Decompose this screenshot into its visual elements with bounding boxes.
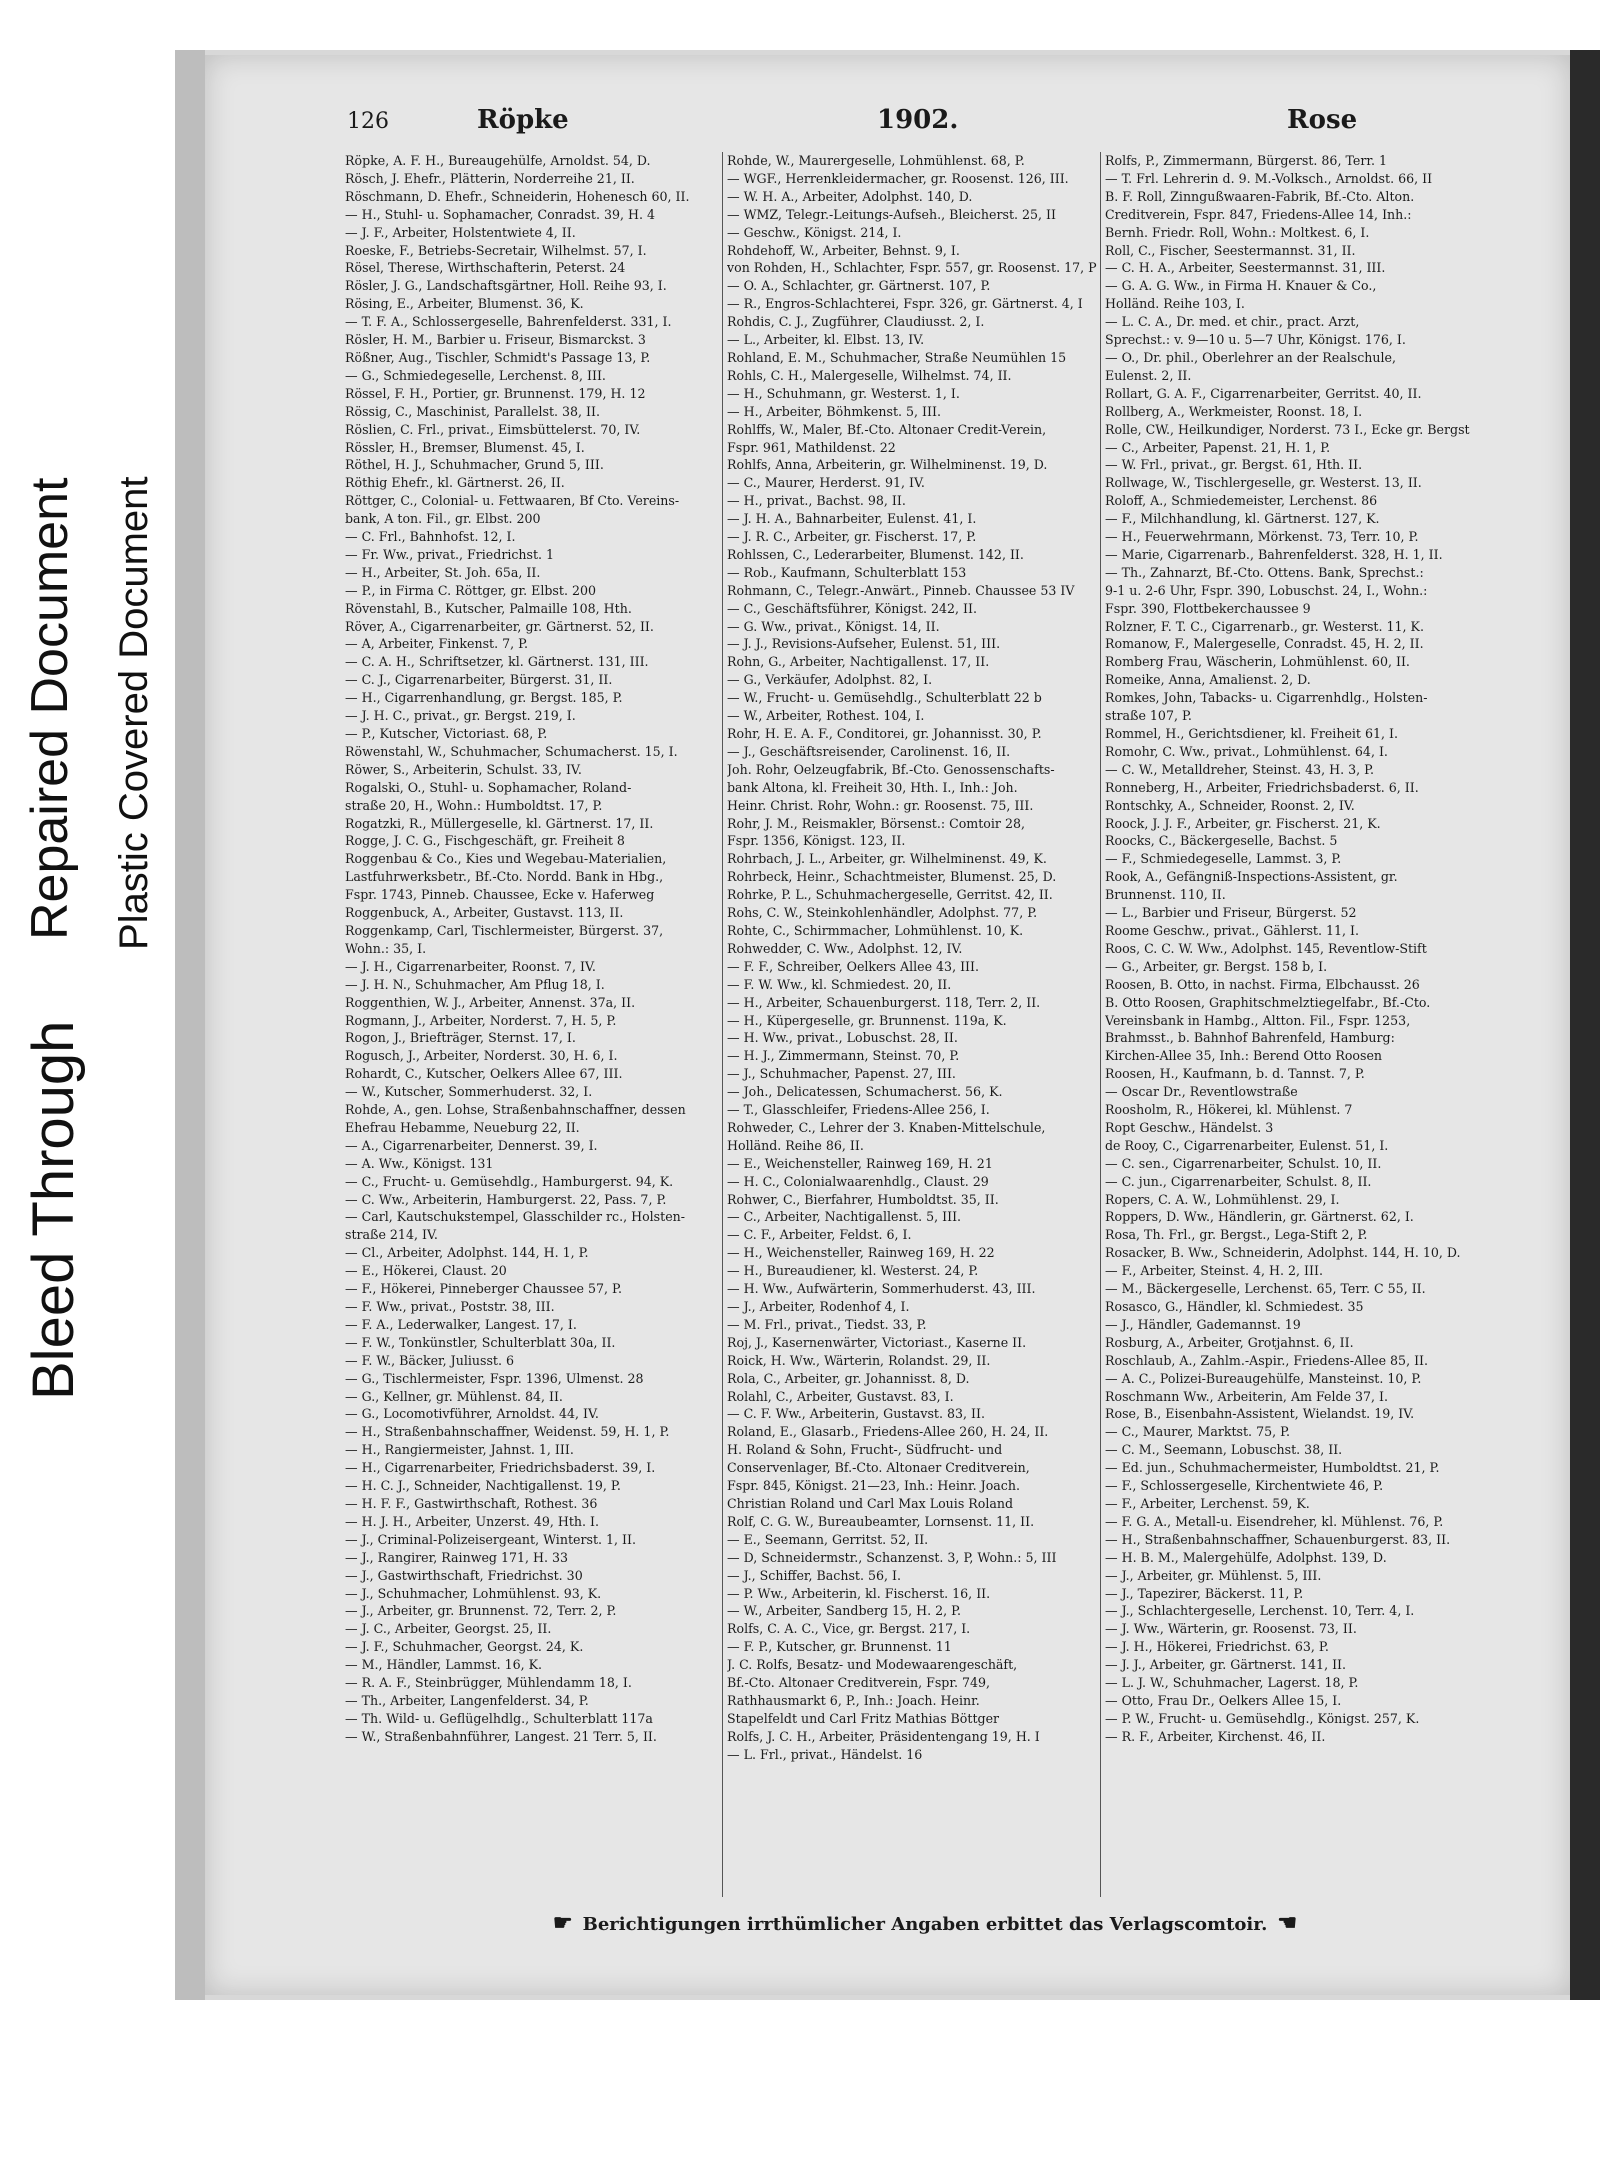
directory-entry: Lastfuhrwerksbetr., Bf.-Cto. Nordd. Bank in Hbg., <box>345 869 664 885</box>
directory-entry: — J. J., Revisions-Aufseher, Eulenst. 51, III. <box>727 636 1001 652</box>
directory-entry: — Geschw., Königst. 214, I. <box>727 224 902 240</box>
directory-entry: Rohs, C. W., Steinkohlenhändler, Adolphst. 77, P. <box>727 905 1038 921</box>
directory-entry: Roosen, B. Otto, in nachst. Firma, Elbchausst. 26 <box>1105 976 1420 992</box>
directory-entry: Röslien, C. Frl., privat., Eimsbüttelerst. 70, IV. <box>345 421 641 437</box>
directory-entry: Rövenstahl, B., Kutscher, Palmaille 108, Hth. <box>345 600 632 616</box>
directory-entry: Rogatzki, R., Müllergeselle, kl. Gärtnerst. 17, II. <box>345 815 654 831</box>
directory-entry: — H. C., Colonialwaarenhdlg., Claust. 29 <box>727 1173 989 1189</box>
directory-entry: Ehefrau Hebamme, Neueburg 22, II. <box>345 1119 580 1135</box>
directory-entry: Rolzner, F. T. C., Cigarrenarb., gr. Westerst. 11, K. <box>1105 618 1424 634</box>
directory-entry: — J., Schuhmacher, Papenst. 27, III. <box>727 1066 956 1082</box>
directory-entry: Rose, B., Eisenbahn-Assistent, Wielandst. 19, IV. <box>1105 1406 1415 1422</box>
directory-entry: Rohlfs, Anna, Arbeiterin, gr. Wilhelminenst. 19, D. <box>727 457 1048 473</box>
directory-entry: — F., Hökerei, Pinneberger Chaussee 57, P. <box>345 1281 622 1297</box>
directory-entry: — F., Schmiedegeselle, Lammst. 3, P. <box>1105 851 1342 867</box>
directory-entry: Sprechst.: v. 9—10 u. 5—7 Uhr, Königst. 176, I. <box>1105 332 1406 348</box>
directory-column-1 <box>345 152 720 1746</box>
directory-entry: — G., Tischlermeister, Fspr. 1396, Ulmenst. 28 <box>345 1370 644 1386</box>
directory-entry: Rathhausmarkt 6, P., Inh.: Joach. Heinr. <box>727 1692 980 1708</box>
directory-entry: — H., Arbeiter, Schauenburgerst. 118, Terr. 2, II. <box>727 994 1041 1010</box>
directory-entry: — P. W., Frucht- u. Gemüsehdlg., Königst. 257, K. <box>1105 1710 1420 1726</box>
directory-entry: Rolfs, C. A. C., Vice, gr. Bergst. 217, I. <box>727 1621 971 1637</box>
directory-entry: — H., Stuhl- u. Sophamacher, Conradst. 39, H. 4 <box>345 206 655 222</box>
directory-entry: — C., Maurer, Herderst. 91, IV. <box>727 475 925 491</box>
directory-entry: — J., Schiffer, Bachst. 56, I. <box>727 1567 902 1583</box>
directory-entry: — P., Kutscher, Victoriast. 68, P. <box>345 726 548 741</box>
directory-entry: Roland, E., Glasarb., Friedens-Allee 260, H. 24, II. <box>727 1424 1049 1440</box>
directory-entry: J. C. Rolfs, Besatz- und Modewaarengeschäft, <box>727 1657 1018 1673</box>
directory-entry: — J., Arbeiter, gr. Mühlenst. 5, III. <box>1105 1567 1322 1583</box>
directory-entry: Rohrbach, J. L., Arbeiter, gr. Wilhelminenst. 49, K. <box>727 851 1047 867</box>
directory-entry: — J. H., Hökerei, Friedrichst. 63, P. <box>1105 1639 1329 1655</box>
directory-entry: Rosburg, A., Arbeiter, Grotjahnst. 6, II. <box>1105 1334 1354 1350</box>
directory-entry: Rosa, Th. Frl., gr. Bergst., Lega-Stift 2, P. <box>1105 1227 1368 1243</box>
directory-entry: — H., Straßenbahnschaffner, Schauenburgerst. 83, II. <box>1105 1531 1451 1547</box>
directory-entry: — P., in Firma C. Röttger, gr. Elbst. 200 <box>345 582 596 598</box>
directory-entry: — C. W., Metalldreher, Steinst. 43, H. 3, P. <box>1105 761 1375 777</box>
directory-entry: Vereinsbank in Hambg., Altton. Fil., Fspr. 1253, <box>1105 1012 1411 1028</box>
directory-entry: Röthig Ehefr., kl. Gärtnerst. 26, II. <box>345 475 565 491</box>
header-year: 1902. <box>877 105 959 135</box>
directory-entry: Fspr. 1743, Pinneb. Chaussee, Ecke v. Haferweg <box>345 887 655 903</box>
directory-entry: Rolfs, P., Zimmermann, Bürgerst. 86, Terr. 1 <box>1105 153 1387 168</box>
directory-column-3 <box>1105 152 1490 1746</box>
directory-entry: — Oscar Dr., Reventlowstraße <box>1105 1084 1298 1100</box>
directory-entry: Eulenst. 2, II. <box>1105 367 1192 383</box>
directory-entry: — L., Arbeiter, kl. Elbst. 13, IV. <box>727 332 925 348</box>
directory-entry: — L., Barbier und Friseur, Bürgerst. 52 <box>1105 905 1357 921</box>
directory-entry: — T. F. A., Schlossergeselle, Bahrenfelderst. 331, I. <box>345 314 672 330</box>
directory-entry: Rösel, Therese, Wirthschafterin, Peterst. 24 <box>345 260 626 276</box>
directory-entry: Roosholm, R., Hökerei, kl. Mühlenst. 7 <box>1105 1102 1353 1118</box>
directory-entry: Roome Geschw., privat., Gählerst. 11, I. <box>1105 922 1360 938</box>
directory-entry: — J., Schlachtergeselle, Lerchenst. 10, Terr. 4, I. <box>1105 1603 1415 1619</box>
directory-entry: — W., Frucht- u. Gemüsehdlg., Schulterblatt 22 b <box>727 690 1042 706</box>
directory-entry: Rogon, J., Briefträger, Sternst. 17, I. <box>345 1030 576 1046</box>
directory-entry: Conservenlager, Bf.-Cto. Altonaer Creditverein, <box>727 1460 1030 1476</box>
directory-entry: — C. J., Cigarrenarbeiter, Bürgerst. 31, II. <box>345 672 613 688</box>
directory-entry: — C. H. A., Arbeiter, Seestermannst. 31, III. <box>1105 260 1386 276</box>
directory-entry: Bernh. Friedr. Roll, Wohn.: Moltkest. 6, I. <box>1105 224 1370 240</box>
directory-entry: — J., Händler, Gademannst. 19 <box>1105 1316 1301 1332</box>
directory-entry: Rogalski, O., Stuhl- u. Sophamacher, Roland- <box>345 779 632 795</box>
directory-entry: Roloff, A., Schmiedemeister, Lerchenst. 86 <box>1105 493 1378 509</box>
directory-entry: Romanow, F., Malergeselle, Conradst. 45, H. 2, II. <box>1105 636 1424 652</box>
directory-entry: — G. Ww., privat., Königst. 14, II. <box>727 618 940 634</box>
directory-entry: Fspr. 390, Flottbekerchaussee 9 <box>1105 600 1311 616</box>
directory-entry: Roock, J. J. F., Arbeiter, gr. Fischerst. 21, K. <box>1105 815 1381 831</box>
directory-entry: — Rob., Kaufmann, Schulterblatt 153 <box>727 564 967 580</box>
directory-entry: Rohlffs, W., Maler, Bf.-Cto. Altonaer Credit-Verein, <box>727 421 1047 437</box>
directory-entry: Roggenbuck, A., Arbeiter, Gustavst. 113, II. <box>345 905 624 921</box>
directory-entry: Roick, H. Ww., Wärterin, Rolandst. 29, II. <box>727 1352 991 1368</box>
directory-entry: Rösler, J. G., Landschaftsgärtner, Holl. Reihe 93, I. <box>345 278 667 294</box>
directory-entry: — J., Rangirer, Rainweg 171, H. 33 <box>345 1549 569 1565</box>
directory-entry: Rösing, E., Arbeiter, Blumenst. 36, K. <box>345 296 584 312</box>
directory-entry: Rollart, G. A. F., Cigarrenarbeiter, Gerritst. 40, II. <box>1105 385 1422 401</box>
directory-entry: — J. H. C., privat., gr. Bergst. 219, I. <box>345 708 576 724</box>
directory-entry: Rohdis, C. J., Zugführer, Claudiusst. 2, I. <box>727 314 985 330</box>
directory-entry: — M. Frl., privat., Tiedst. 33, P. <box>727 1316 927 1332</box>
directory-entry: — J., Arbeiter, Rodenhof 4, I. <box>727 1299 910 1314</box>
directory-entry: Röpke, A. F. H., Bureaugehülfe, Arnoldst. 54, D. <box>345 153 651 168</box>
directory-entry: — Th. Wild- u. Geflügelhdlg., Schulterblatt 117a <box>345 1710 653 1726</box>
directory-entry: — J., Criminal-Polizeisergeant, Winterst. 1, II. <box>345 1531 636 1547</box>
directory-entry: — H. J., Zimmermann, Steinst. 70, P. <box>727 1048 960 1064</box>
directory-entry: — F., Arbeiter, Lerchenst. 59, K. <box>1105 1495 1310 1511</box>
directory-entry: — J., Tapezirer, Bäckerst. 11, P. <box>1105 1585 1304 1601</box>
header-right-word: Rose <box>1287 105 1358 135</box>
directory-entry: — J., Gastwirthschaft, Friedrichst. 30 <box>345 1567 583 1583</box>
directory-entry: — E., Seemann, Gerritst. 52, II. <box>727 1531 929 1547</box>
directory-entry: — C. A. H., Schriftsetzer, kl. Gärtnerst. 131, III. <box>345 654 649 670</box>
directory-entry: — H., Weichensteller, Rainweg 169, H. 22 <box>727 1245 995 1261</box>
directory-entry: — F., Milchhandlung, kl. Gärtnerst. 127, K. <box>1105 511 1380 527</box>
directory-entry: Rohweder, C., Lehrer der 3. Knaben-Mittelschule, <box>727 1119 1046 1135</box>
directory-entry: straße 214, IV. <box>345 1227 438 1243</box>
directory-entry: — T., Glasschleifer, Friedens-Allee 256, I. <box>727 1102 990 1118</box>
directory-entry: Rohte, C., Schirmmacher, Lohmühlenst. 10, K. <box>727 922 1024 938</box>
directory-entry: — C. M., Seemann, Lobuschst. 38, II. <box>1105 1442 1343 1458</box>
directory-entry: — C., Geschäftsführer, Königst. 242, II. <box>727 600 978 616</box>
directory-entry: — E., Hökerei, Claust. 20 <box>345 1263 507 1279</box>
directory-entry: Rohn, G., Arbeiter, Nachtigallenst. 17, II. <box>727 654 990 670</box>
page-header <box>205 105 1570 155</box>
directory-entry: — G., Schmiedegeselle, Lerchenst. 8, III. <box>345 367 606 383</box>
directory-entry: Rohland, E. M., Schuhmacher, Straße Neumühlen 15 <box>727 349 1067 365</box>
directory-entry: Röver, A., Cigarrenarbeiter, gr. Gärtnerst. 52, II. <box>345 618 654 634</box>
directory-entry: — W., Arbeiter, Rothest. 104, I. <box>727 708 925 724</box>
pointing-hand-icon: ☛ <box>552 1910 573 1936</box>
directory-entry: Rohrbeck, Heinr., Schachtmeister, Blumenst. 25, D. <box>727 869 1057 885</box>
directory-entry: — F. W., Tonkünstler, Schulterblatt 30a, II. <box>345 1334 616 1350</box>
directory-entry: — M., Bäckergeselle, Lerchenst. 65, Terr. C 55, II. <box>1105 1281 1426 1297</box>
directory-entry: — Ed. jun., Schuhmachermeister, Humboldtst. 21, P. <box>1105 1460 1440 1476</box>
directory-entry: — G., Locomotivführer, Arnoldst. 44, IV. <box>345 1406 599 1422</box>
directory-entry: — O. A., Schlachter, gr. Gärtnerst. 107, P. <box>727 278 991 294</box>
directory-entry: — L. Frl., privat., Händelst. 16 <box>727 1746 923 1762</box>
directory-entry: Fspr. 961, Mathildenst. 22 <box>727 439 896 455</box>
directory-entry: Rösler, H. M., Barbier u. Friseur, Bismarckst. 3 <box>345 332 646 348</box>
directory-entry: — H., Arbeiter, Böhmkenst. 5, III. <box>727 403 941 419</box>
directory-entry: Rohardt, C., Kutscher, Oelkers Allee 67, III. <box>345 1066 623 1082</box>
directory-entry: Roggenbau & Co., Kies und Wegebau-Materialien, <box>345 851 667 867</box>
directory-entry: Rolfs, J. C. H., Arbeiter, Präsidentengang 19, H. I <box>727 1728 1040 1744</box>
directory-entry: Rössig, C., Maschinist, Parallelst. 38, II. <box>345 403 601 419</box>
directory-entry: Rolahl, C., Arbeiter, Gustavst. 83, I. <box>727 1388 954 1404</box>
directory-entry: Romkes, John, Tabacks- u. Cigarrenhdlg., Holsten- <box>1105 690 1428 706</box>
footer-text: Berichtigungen irrthümlicher Angaben erbittet das Verlagscomtoir. <box>582 1914 1268 1935</box>
directory-entry: — A. C., Polizei-Bureaugehülfe, Mansteinst. 10, P. <box>1105 1370 1422 1386</box>
directory-entry: — F. F., Schreiber, Oelkers Allee 43, III. <box>727 958 980 974</box>
directory-entry: Rohrke, P. L., Schuhmachergeselle, Gerritst. 42, II. <box>727 887 1053 903</box>
directory-entry: Ropers, C. A. W., Lohmühlenst. 29, I. <box>1105 1191 1340 1207</box>
directory-entry: Rommel, H., Gerichtsdiener, kl. Freiheit 61, I. <box>1105 726 1398 741</box>
directory-entry: — C., Frucht- u. Gemüsehdlg., Hamburgerst. 94, K. <box>345 1173 674 1189</box>
directory-entry: bank Altona, kl. Freiheit 30, Hth. I., Inh.: Joh. <box>727 779 1018 795</box>
directory-entry: — L. C. A., Dr. med. et chir., pract. Arzt, <box>1105 314 1360 330</box>
directory-entry: — W., Kutscher, Sommerhuderst. 32, I. <box>345 1084 593 1100</box>
directory-entry: — WGF., Herrenkleidermacher, gr. Roosenst. 126, III. <box>727 170 1069 186</box>
directory-entry: Roggenkamp, Carl, Tischlermeister, Bürgerst. 37, <box>345 922 664 938</box>
directory-entry: — P. Ww., Arbeiterin, kl. Fischerst. 16, II. <box>727 1585 991 1601</box>
directory-entry: Brahmsst., b. Bahnhof Bahrenfeld, Hamburg: <box>1105 1030 1395 1046</box>
directory-entry: Roj, J., Kasernenwärter, Victoriast., Kaserne II. <box>727 1334 1027 1350</box>
directory-entry: Romberg Frau, Wäscherin, Lohmühlenst. 60, II. <box>1105 654 1410 670</box>
directory-entry: — Cl., Arbeiter, Adolphst. 144, H. 1, P. <box>345 1245 589 1261</box>
directory-entry: Rohwedder, C. Ww., Adolphst. 12, IV. <box>727 940 963 956</box>
directory-entry: — Joh., Delicatessen, Schumacherst. 56, K. <box>727 1084 1003 1100</box>
bleed-through-label: Bleed Through <box>21 1020 86 1400</box>
directory-entry: Brunnenst. 110, II. <box>1105 887 1226 903</box>
directory-entry: Christian Roland und Carl Max Louis Roland <box>727 1495 1014 1511</box>
directory-entry: Wohn.: 35, I. <box>345 940 427 956</box>
directory-entry: — F., Arbeiter, Steinst. 4, H. 2, III. <box>1105 1263 1323 1279</box>
directory-entry: — C., Arbeiter, Nachtigallenst. 5, III. <box>727 1209 962 1225</box>
directory-entry: Röschmann, D. Ehefr., Schneiderin, Hohenesch 60, II. <box>345 188 690 204</box>
directory-entry: — F. Ww., privat., Poststr. 38, III. <box>345 1299 555 1314</box>
directory-entry: — C. Ww., Arbeiterin, Hamburgerst. 22, Pass. 7, P. <box>345 1191 667 1207</box>
directory-entry: straße 107, P. <box>1105 708 1192 724</box>
directory-entry: von Rohden, H., Schlachter, Fspr. 557, gr. Roosenst. 17, P <box>727 260 1097 276</box>
directory-entry: — R. F., Arbeiter, Kirchenst. 46, II. <box>1105 1728 1326 1744</box>
directory-entry: Rogge, J. C. G., Fischgeschäft, gr. Freiheit 8 <box>345 833 625 849</box>
directory-entry: — H. C. J., Schneider, Nachtigallenst. 19, P. <box>345 1478 621 1494</box>
directory-entry: — F. P., Kutscher, gr. Brunnenst. 11 <box>727 1639 952 1655</box>
directory-entry: Rolf, C. G. W., Bureaubeamter, Lornsenst. 11, II. <box>727 1513 1035 1529</box>
directory-entry: — H., Straßenbahnschaffner, Weidenst. 59, H. 1, P. <box>345 1424 670 1440</box>
directory-entry: — A., Cigarrenarbeiter, Dennerst. 39, I. <box>345 1137 598 1153</box>
directory-entry: Rohde, W., Maurergeselle, Lohmühlenst. 68, P. <box>727 153 1025 168</box>
directory-entry: Roos, C. C. W. Ww., Adolphst. 145, Reventlow-Stift <box>1105 940 1427 956</box>
directory-entry: Rollberg, A., Werkmeister, Roonst. 18, I. <box>1105 403 1363 419</box>
directory-entry: Holländ. Reihe 103, I. <box>1105 296 1245 312</box>
directory-entry: — C. F. Ww., Arbeiterin, Gustavst. 83, II. <box>727 1406 985 1422</box>
directory-entry: Romeike, Anna, Amalienst. 2, D. <box>1105 672 1311 688</box>
directory-entry: Roeske, F., Betriebs-Secretair, Wilhelmst. 57, I. <box>345 242 647 258</box>
directory-entry: — H., Arbeiter, St. Joh. 65a, II. <box>345 564 541 580</box>
directory-entry: Rössler, H., Bremser, Blumenst. 45, I. <box>345 439 585 455</box>
directory-entry: — W. Frl., privat., gr. Bergst. 61, Hth. II. <box>1105 457 1363 473</box>
directory-entry: Romohr, C. Ww., privat., Lohmühlenst. 64, I. <box>1105 743 1388 759</box>
directory-entry: straße 20, H., Wohn.: Humboldtst. 17, P. <box>345 797 603 813</box>
directory-entry: Rohr, H. E. A. F., Conditorei, gr. Johannisst. 30, P. <box>727 726 1042 741</box>
directory-entry: Rößner, Aug., Tischler, Schmidt's Passage 13, P. <box>345 349 651 365</box>
directory-entry: — H., privat., Bachst. 98, II. <box>727 493 906 509</box>
directory-entry: — Th., Arbeiter, Langenfelderst. 34, P. <box>345 1692 589 1708</box>
directory-entry: — L. J. W., Schuhmacher, Lagerst. 18, P. <box>1105 1675 1359 1691</box>
directory-entry: — D, Schneidermstr., Schanzenst. 3, P, Wohn.: 5, III <box>727 1549 1057 1565</box>
directory-entry: — H. B. M., Malergehülfe, Adolphst. 139, D. <box>1105 1549 1387 1565</box>
directory-entry: — Otto, Frau Dr., Oelkers Allee 15, I. <box>1105 1692 1342 1708</box>
directory-entry: — G., Verkäufer, Adolphst. 82, I. <box>727 672 933 688</box>
directory-entry: — J. F., Arbeiter, Holstentwiete 4, II. <box>345 224 576 240</box>
directory-entry: — H. J. H., Arbeiter, Unzerst. 49, Hth. I. <box>345 1513 600 1529</box>
directory-entry: Röttger, C., Colonial- u. Fettwaaren, Bf Cto. Vereins- <box>345 493 680 509</box>
directory-entry: — Carl, Kautschukstempel, Glasschilder rc., Holsten- <box>345 1209 686 1225</box>
directory-entry: — C., Arbeiter, Papenst. 21, H. 1, P. <box>1105 439 1331 455</box>
scan-right-edge <box>1570 50 1600 2000</box>
directory-entry: — J., Geschäftsreisender, Carolinenst. 16, II. <box>727 743 1011 759</box>
directory-entry: — H., Rangiermeister, Jahnst. 1, III. <box>345 1442 574 1458</box>
directory-entry: Joh. Rohr, Oelzeugfabrik, Bf.-Cto. Genossenschafts- <box>727 761 1055 777</box>
directory-entry: — J. J., Arbeiter, gr. Gärtnerst. 141, II. <box>1105 1657 1347 1673</box>
pointing-hand-icon: ☚ <box>1277 1910 1298 1936</box>
directory-entry: Ronneberg, H., Arbeiter, Friedrichsbaderst. 6, II. <box>1105 779 1419 795</box>
directory-entry: Roocks, C., Bäckergeselle, Bachst. 5 <box>1105 833 1338 849</box>
directory-entry: — J., Schuhmacher, Lohmühlenst. 93, K. <box>345 1585 602 1601</box>
directory-entry: bank, A ton. Fil., gr. Elbst. 200 <box>345 511 541 527</box>
directory-entry: — F., Schlossergeselle, Kirchentwiete 46, P. <box>1105 1478 1384 1494</box>
directory-entry: Rosacker, B. Ww., Schneiderin, Adolphst. 144, H. 10, D. <box>1105 1245 1461 1261</box>
directory-entry: — Fr. Ww., privat., Friedrichst. 1 <box>345 546 555 562</box>
directory-entry: — W., Straßenbahnführer, Langest. 21 Terr. 5, II. <box>345 1728 657 1744</box>
directory-entry: Creditverein, Fspr. 847, Friedens-Allee 14, Inh.: <box>1105 206 1412 222</box>
directory-entry: — WMZ, Telegr.-Leitungs-Aufseh., Bleicherst. 25, II <box>727 206 1057 222</box>
directory-entry: — H., Schuhmann, gr. Westerst. 1, I. <box>727 385 960 401</box>
directory-entry: Roschlaub, A., Zahlm.-Aspir., Friedens-Allee 85, II. <box>1105 1352 1429 1368</box>
repaired-document-label: Repaired Document <box>21 477 79 940</box>
directory-entry: — C. Frl., Bahnhofst. 12, I. <box>345 529 516 545</box>
directory-entry: — Marie, Cigarrenarb., Bahrenfelderst. 328, H. 1, II. <box>1105 546 1443 562</box>
directory-entry: Rollwage, W., Tischlergeselle, gr. Westerst. 13, II. <box>1105 475 1422 491</box>
directory-entry: Heinr. Christ. Rohr, Wohn.: gr. Roosenst. 75, III. <box>727 797 1034 813</box>
directory-entry: — H., Bureaudiener, kl. Westerst. 24, P. <box>727 1263 979 1279</box>
directory-entry: Fspr. 1356, Königst. 123, II. <box>727 833 906 849</box>
directory-entry: — A, Arbeiter, Finkenst. 7, P. <box>345 636 529 652</box>
directory-entry: Bf.-Cto. Altonaer Creditverein, Fspr. 749, <box>727 1675 991 1691</box>
directory-entry: Röthel, H. J., Schuhmacher, Grund 5, III. <box>345 457 604 473</box>
column-divider <box>1100 152 1101 1897</box>
directory-entry: — J. H. A., Bahnarbeiter, Eulenst. 41, I. <box>727 511 977 527</box>
directory-entry: Rohde, A., gen. Lohse, Straßenbahnschaffner, dessen <box>345 1102 686 1118</box>
directory-entry: — R., Engros-Schlachterei, Fspr. 326, gr. Gärtnerst. 4, I <box>727 296 1083 312</box>
directory-entry: — F. W., Bäcker, Juliusst. 6 <box>345 1352 515 1368</box>
directory-entry: Rola, C., Arbeiter, gr. Johannisst. 8, D. <box>727 1370 970 1386</box>
directory-entry: — C. sen., Cigarrenarbeiter, Schulst. 10, II. <box>1105 1155 1382 1171</box>
directory-entry: Rontschky, A., Schneider, Roonst. 2, IV. <box>1105 797 1355 813</box>
directory-entry: — W., Arbeiter, Sandberg 15, H. 2, P. <box>727 1603 962 1619</box>
directory-entry: Rohwer, C., Bierfahrer, Humboldtst. 35, II. <box>727 1191 999 1207</box>
directory-entry: — M., Händler, Lammst. 16, K. <box>345 1657 543 1673</box>
directory-entry: — J. H., Cigarrenarbeiter, Roonst. 7, IV. <box>345 958 596 974</box>
directory-entry: Kirchen-Allee 35, Inh.: Berend Otto Roosen <box>1105 1048 1383 1064</box>
directory-entry: Röwer, S., Arbeiterin, Schulst. 33, IV. <box>345 761 582 777</box>
directory-entry: — J. R. C., Arbeiter, gr. Fischerst. 17, P. <box>727 529 977 545</box>
directory-entry: Röwenstahl, W., Schuhmacher, Schumacherst. 15, I. <box>345 743 678 759</box>
directory-entry: Roppers, D. Ww., Händlerin, gr. Gärtnerst. 62, I. <box>1105 1209 1414 1225</box>
directory-entry: — H., Feuerwehrmann, Mörkenst. 73, Terr. 10, P. <box>1105 529 1419 545</box>
directory-entry: Rogmann, J., Arbeiter, Norderst. 7, H. 5, P. <box>345 1012 617 1028</box>
directory-entry: Rook, A., Gefängniß-Inspections-Assistent, gr. <box>1105 869 1398 885</box>
label-panel <box>0 0 175 2177</box>
directory-entry: Rogusch, J., Arbeiter, Norderst. 30, H. 6, I. <box>345 1048 618 1064</box>
directory-entry: — J. H. N., Schuhmacher, Am Pflug 18, I. <box>345 976 605 992</box>
directory-entry: — H. Ww., Aufwärterin, Sommerhuderst. 43, III. <box>727 1281 1036 1297</box>
directory-entry: — A. Ww., Königst. 131 <box>345 1155 494 1171</box>
directory-entry: — H., Küpergeselle, gr. Brunnenst. 119a, K. <box>727 1012 1007 1028</box>
directory-entry: Rohls, C. H., Malergeselle, Wilhelmst. 74, II. <box>727 367 1012 383</box>
directory-entry: Rosasco, G., Händler, kl. Schmiedest. 35 <box>1105 1299 1364 1314</box>
directory-entry: — Th., Zahnarzt, Bf.-Cto. Ottens. Bank, Sprechst.: <box>1105 564 1424 580</box>
directory-entry: — J., Arbeiter, gr. Brunnenst. 72, Terr. 2, P. <box>345 1603 617 1619</box>
directory-entry: — G., Kellner, gr. Mühlenst. 84, II. <box>345 1388 563 1404</box>
directory-entry: — O., Dr. phil., Oberlehrer an der Realschule, <box>1105 349 1396 365</box>
directory-entry: Stapelfeldt und Carl Fritz Mathias Böttger <box>727 1710 1000 1726</box>
directory-entry: de Rooy, C., Cigarrenarbeiter, Eulenst. 51, I. <box>1105 1137 1389 1153</box>
directory-entry: — F. W. Ww., kl. Schmiedest. 20, II. <box>727 976 952 992</box>
directory-entry: Rohr, J. M., Reismakler, Börsenst.: Comtoir 28, <box>727 815 1025 831</box>
directory-entry: — E., Weichensteller, Rainweg 169, H. 21 <box>727 1155 993 1171</box>
directory-entry: Rohlssen, C., Lederarbeiter, Blumenst. 142, II. <box>727 546 1024 562</box>
directory-entry: Holländ. Reihe 86, II. <box>727 1137 864 1153</box>
directory-entry: — J. C., Arbeiter, Georgst. 25, II. <box>345 1621 552 1637</box>
directory-entry: Rolle, CW., Heilkundiger, Norderst. 73 I., Ecke gr. Bergst <box>1105 421 1470 437</box>
directory-entry: — T. Frl. Lehrerin d. 9. M.-Volksch., Arnoldst. 66, II <box>1105 170 1433 186</box>
directory-entry: Fspr. 845, Königst. 21—23, Inh.: Heinr. Joach. <box>727 1478 1020 1494</box>
directory-entry: — H., Cigarrenhandlung, gr. Bergst. 185, P. <box>345 690 623 706</box>
page-number: 126 <box>347 109 389 134</box>
directory-entry: Roll, C., Fischer, Seestermannst. 31, II. <box>1105 242 1356 258</box>
directory-entry: — J. F., Schuhmacher, Georgst. 24, K. <box>345 1639 584 1655</box>
directory-entry: B. F. Roll, Zinngußwaaren-Fabrik, Bf.-Cto. Alton. <box>1105 188 1415 204</box>
directory-entry: — C. jun., Cigarrenarbeiter, Schulst. 8, II. <box>1105 1173 1372 1189</box>
directory-entry: — F. A., Lederwalker, Langest. 17, I. <box>345 1316 577 1332</box>
directory-entry: — W. H. A., Arbeiter, Adolphst. 140, D. <box>727 188 973 204</box>
directory-entry: — R. A. F., Steinbrügger, Mühlendamm 18, I. <box>345 1675 632 1691</box>
directory-entry: Rössel, F. H., Portier, gr. Brunnenst. 179, H. 12 <box>345 385 646 401</box>
directory-entry: H. Roland & Sohn, Frucht-, Südfrucht- und <box>727 1442 1003 1458</box>
directory-entry: — G., Arbeiter, gr. Bergst. 158 b, I. <box>1105 958 1328 974</box>
directory-entry: Rohmann, C., Telegr.-Anwärt., Pinneb. Chaussee 53 IV <box>727 582 1075 598</box>
header-left-word: Röpke <box>477 105 569 135</box>
directory-entry: Ropt Geschw., Händelst. 3 <box>1105 1119 1274 1135</box>
scan-left-edge <box>175 50 205 2000</box>
directory-entry: 9-1 u. 2-6 Uhr, Fspr. 390, Lobuschst. 24, I., Wohn.: <box>1105 582 1428 598</box>
directory-entry: — J. Ww., Wärterin, gr. Roosenst. 73, II. <box>1105 1621 1357 1637</box>
directory-column-2 <box>727 152 1097 1764</box>
plastic-covered-label: Plastic Covered Document <box>112 476 156 950</box>
directory-entry: — C. F., Arbeiter, Feldst. 6, I. <box>727 1227 912 1243</box>
directory-entry: Roggenthien, W. J., Arbeiter, Annenst. 37a, II. <box>345 994 636 1010</box>
directory-entry: Roosen, H., Kaufmann, b. d. Tannst. 7, P. <box>1105 1066 1365 1082</box>
directory-entry: — H., Cigarrenarbeiter, Friedrichsbaderst. 39, I. <box>345 1460 656 1476</box>
directory-entry: B. Otto Roosen, Graphitschmelztiegelfabr., Bf.-Cto. <box>1105 994 1431 1010</box>
directory-entry: Rohdehoff, W., Arbeiter, Behnst. 9, I. <box>727 242 960 258</box>
directory-entry: — H. Ww., privat., Lobuschst. 28, II. <box>727 1030 958 1046</box>
directory-entry: — H. F. F., Gastwirthschaft, Rothest. 36 <box>345 1495 598 1511</box>
document-page <box>205 55 1570 1995</box>
directory-entry: — F. G. A., Metall-u. Eisendreher, kl. Mühlenst. 76, P. <box>1105 1513 1444 1529</box>
page-footer <box>425 1910 1425 1936</box>
directory-entry: Roschmann Ww., Arbeiterin, Am Felde 37, I. <box>1105 1388 1389 1404</box>
directory-entry: — G. A. G. Ww., in Firma H. Knauer & Co., <box>1105 278 1377 294</box>
directory-entry: — C., Maurer, Marktst. 75, P. <box>1105 1424 1291 1440</box>
directory-entry: Rösch, J. Ehefr., Plätterin, Norderreihe 21, II. <box>345 170 635 186</box>
column-divider <box>722 152 723 1897</box>
